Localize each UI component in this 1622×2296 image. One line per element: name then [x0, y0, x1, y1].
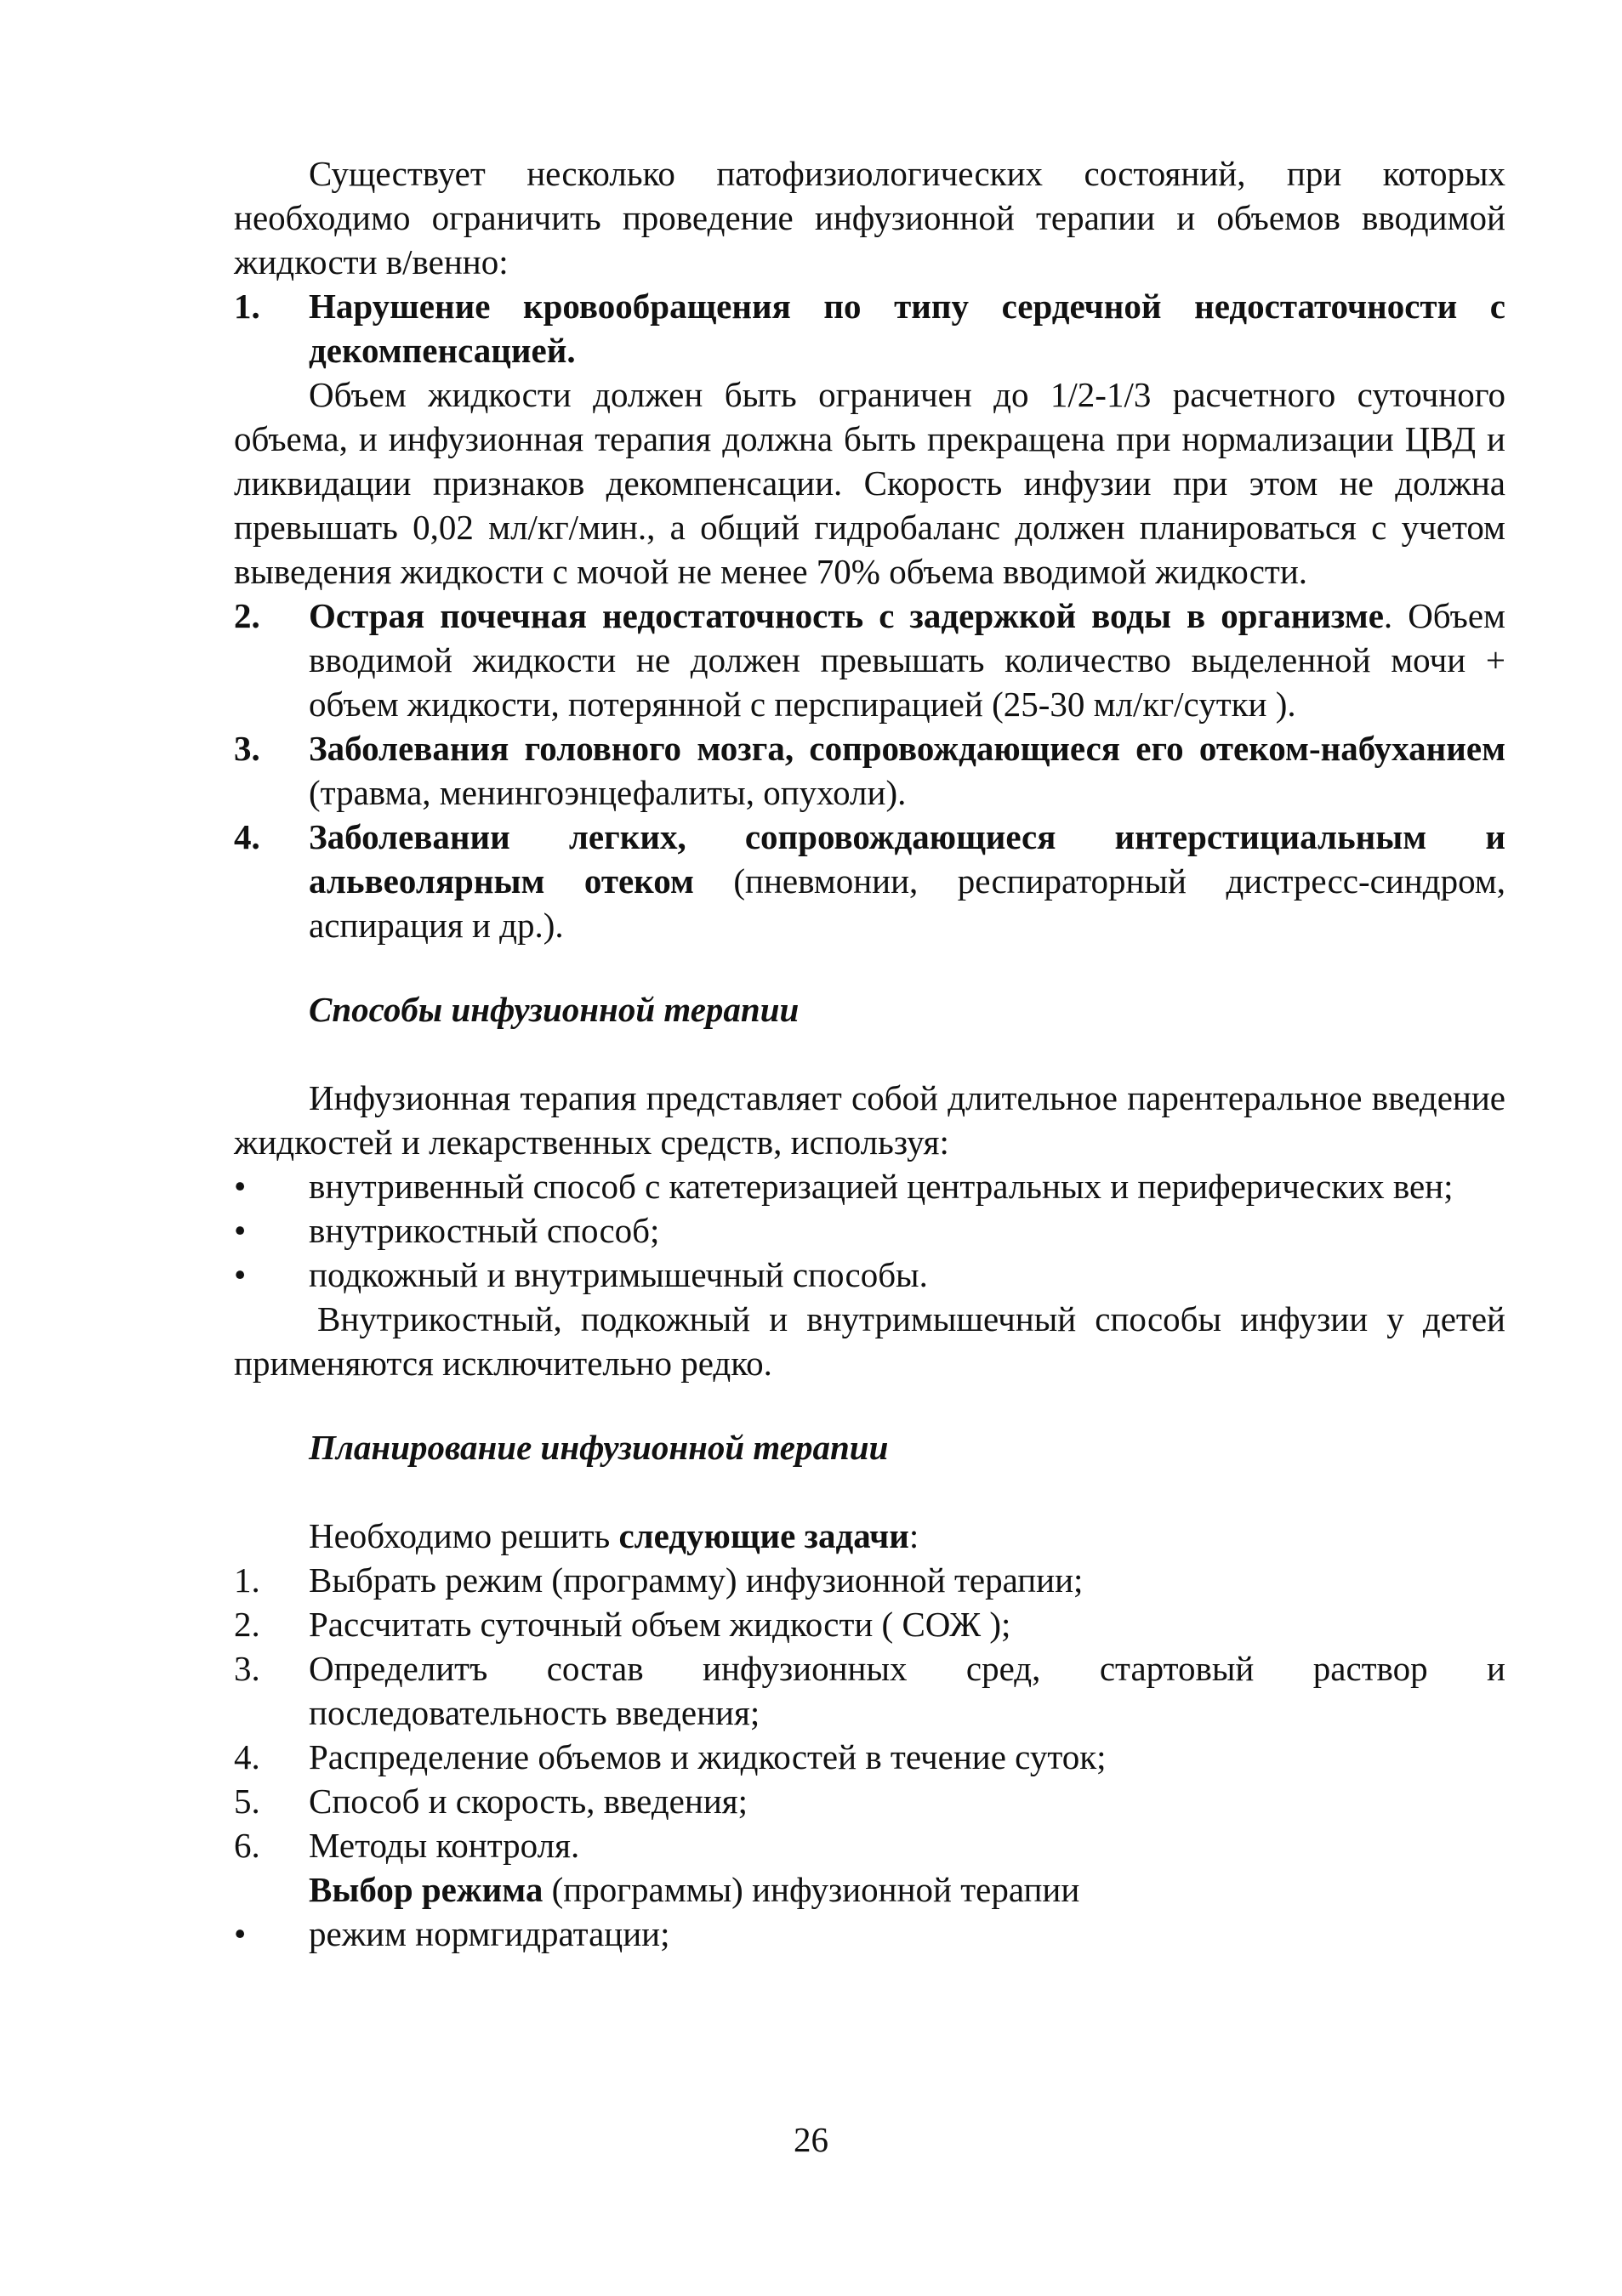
condition-number: 4. — [234, 817, 260, 856]
condition-number: 3. — [234, 729, 260, 768]
task-item — [234, 1646, 1505, 1735]
page-number: 26 — [794, 2120, 828, 2159]
page-content — [234, 151, 1505, 1956]
condition-item-4 — [234, 815, 1505, 947]
task-number: 2. — [234, 1605, 260, 1644]
bullet-marker: • — [234, 1211, 247, 1250]
condition-title: Заболевании легких, сопровождающиеся интерстициальным и альвеолярным отеком — [309, 817, 1505, 901]
task-item — [234, 1602, 1505, 1646]
task-number: 3. — [234, 1649, 260, 1688]
condition-number: 1. — [234, 287, 260, 326]
condition-body: Объем жидкости должен быть ограничен до 1/2-1/3 расчетного суточного объема, и инфузионная терапия должна быть прекращена при нормализации ЦВД и ликвидации признаков декомпенсации. Скорость инфузии при этом не должна превышать 0,02 мл/кг/мин., а общий гидробаланс должен планироваться с учетом выведения жидкости с мочой не менее 70% объема вводимой жидкости. — [234, 375, 1505, 591]
bullet-text: режим нормгидратации; — [309, 1914, 670, 1953]
task-number: 6. — [234, 1826, 260, 1865]
task-text: Выбрать режим (программу) инфузионной терапии; — [309, 1560, 1084, 1600]
mode-bullet-item — [234, 1912, 1505, 1956]
methods-closing: Внутрикостный, подкожный и внутримышечный способы инфузии у детей применяются исключительно редко. — [234, 1299, 1505, 1383]
task-number: 5. — [234, 1782, 260, 1821]
condition-title: Заболевания головного мозга, сопровождающиеся его отеком-набуханием — [309, 729, 1505, 768]
condition-item-1 — [234, 284, 1505, 372]
section-heading-methods: Способы инфузионной терапии — [309, 990, 800, 1029]
condition-number: 2. — [234, 596, 260, 635]
bullet-text: подкожный и внутримышечный способы. — [309, 1255, 928, 1294]
task-number: 1. — [234, 1560, 260, 1600]
intro-paragraph: Существует несколько патофизиологических состояний, при которых необходимо ограничить проведение инфузионной терапии и объемов вводимой жидкости в/венно: — [234, 154, 1505, 281]
condition-text: . Объем вводимой жидкости не должен превышать количество выделенной мочи + объем жидкости, потерянной с перспирацией (25-30 мл/кг/сутки ). — [309, 596, 1505, 724]
section-heading-planning: Планирование инфузионной терапии — [309, 1428, 889, 1467]
bullet-marker: • — [234, 1255, 247, 1294]
task-text: Методы контроля. — [309, 1826, 580, 1865]
condition-text: (пневмонии, респираторный дистресс-синдром, аспирация и др.). — [309, 861, 1505, 945]
planning-intro: Необходимо решить следующие задачи: — [309, 1516, 919, 1555]
bullet-text: внутривенный способ с катетеризацией центральных и периферических вен; — [309, 1167, 1454, 1206]
bullet-marker: • — [234, 1914, 247, 1953]
condition-title: Острая почечная недостаточность с задержкой воды в организме — [309, 596, 1384, 635]
task-item — [234, 1823, 1505, 1867]
task-item — [234, 1558, 1505, 1602]
condition-item-3 — [234, 726, 1505, 815]
task-text: Определитъ состав инфузионных сред, стартовый раствор и последовательность введения; — [309, 1649, 1505, 1732]
mode-selection-line: Выбор режима (программы) инфузионной терапии — [309, 1870, 1080, 1909]
condition-text: (травма, менингоэнцефалиты, опухоли). — [309, 773, 907, 812]
methods-bullet-item — [234, 1208, 1505, 1253]
methods-intro: Инфузионная терапия представляет собой длительное парентеральное введение жидкостей и лекарственных средств, используя: — [234, 1078, 1505, 1162]
bullet-marker: • — [234, 1167, 247, 1206]
task-item — [234, 1735, 1505, 1779]
task-text: Распределение объемов и жидкостей в течение суток; — [309, 1737, 1107, 1776]
task-item — [234, 1779, 1505, 1823]
task-text: Способ и скорость, введения; — [309, 1782, 748, 1821]
bullet-text: внутрикостный способ; — [309, 1211, 660, 1250]
task-text: Рассчитать суточный объем жидкости ( СОЖ ); — [309, 1605, 1011, 1644]
task-number: 4. — [234, 1737, 260, 1776]
condition-title: Нарушение кровообращения по типу сердечной недостаточности с декомпенсацией. — [309, 287, 1505, 370]
condition-item-2 — [234, 594, 1505, 726]
methods-bullet-item — [234, 1164, 1505, 1208]
methods-bullet-item — [234, 1253, 1505, 1297]
